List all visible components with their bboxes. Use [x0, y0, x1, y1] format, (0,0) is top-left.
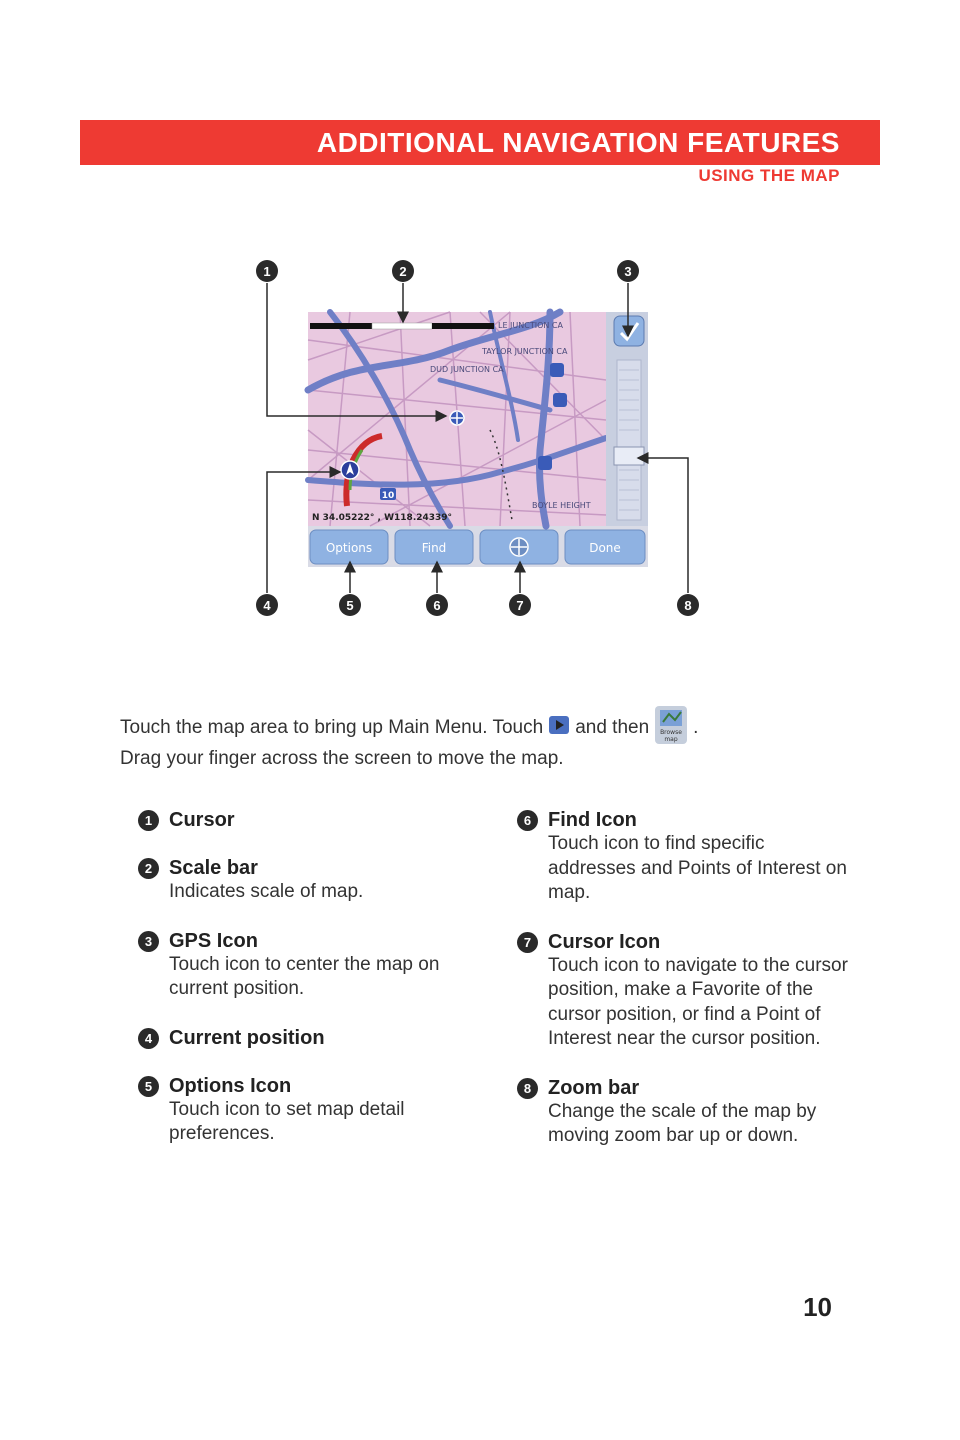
legend-number: 5: [138, 1076, 159, 1097]
scale-bar: [310, 323, 494, 329]
callout-2: [392, 260, 414, 282]
legend-number: 1: [138, 810, 159, 831]
intro-line-1: Touch the map area to bring up Main Menu. Touch and then Browse map .: [120, 706, 698, 750]
legend-title: Cursor Icon: [548, 930, 661, 953]
callout-3: [617, 260, 639, 282]
legend-item: [517, 808, 857, 906]
current-position-arrow-icon: [341, 461, 359, 479]
svg-text:Options: Options: [325, 541, 373, 555]
svg-text:4: 4: [263, 598, 271, 613]
callout-5: [339, 594, 361, 616]
legend-item: [517, 1076, 857, 1149]
page-title: ADDITIONAL NAVIGATION FEATURES: [316, 127, 840, 158]
legend-title: Scale bar: [169, 857, 258, 879]
map-label: DUD JUNCTION CA: [430, 365, 504, 374]
play-arrow-icon: [549, 716, 569, 740]
legend-description: Indicates scale of map.: [169, 881, 364, 902]
legend-title: Cursor: [169, 809, 235, 831]
legend-item: [138, 929, 478, 1002]
page-number: 10: [803, 1292, 832, 1322]
legend-title: Options Icon: [169, 1074, 292, 1097]
find-button[interactable]: [395, 530, 473, 564]
svg-text:1: 1: [263, 264, 271, 279]
freeway-label: 10: [381, 491, 395, 501]
legend-title: GPS Icon: [169, 929, 258, 952]
svg-text:6: 6: [433, 598, 441, 613]
legend-description: Touch icon to center the map on current position.: [169, 953, 440, 999]
header-bar: [80, 120, 880, 165]
legend-number: 4: [138, 1028, 159, 1049]
legend-number: 6: [517, 810, 538, 831]
callout-8: [677, 594, 699, 616]
svg-text:5: 5: [346, 598, 354, 613]
svg-text:Done: Done: [589, 541, 621, 555]
svg-text:Find: Find: [421, 541, 447, 555]
svg-text:2: 2: [399, 264, 407, 279]
map-label: TAYLOR JUNCTION CA: [482, 347, 568, 356]
browse-map-icon: [655, 706, 687, 750]
legend-description: Touch icon to find specific addresses and Points of Interest on map.: [548, 833, 847, 903]
map-label: LE JUNCTION CA: [498, 321, 563, 330]
legend-number: 8: [517, 1078, 538, 1099]
coordinates-readout: N 34.05222° , W118.24339°: [312, 513, 453, 523]
legend-item: [138, 1026, 478, 1050]
legend-item: [138, 808, 478, 832]
svg-text:Browse: Browse: [660, 729, 683, 736]
intro-line-2: Drag your finger across the screen to move the map.: [120, 748, 564, 769]
callout-6: [426, 594, 448, 616]
zoom-slider[interactable]: [614, 447, 644, 465]
legend-right: [517, 808, 857, 1173]
legend-number: 7: [517, 932, 538, 953]
legend-number: 2: [138, 858, 159, 879]
svg-text:3: 3: [624, 264, 632, 279]
legend-title: Find Icon: [548, 809, 637, 831]
svg-text:map: map: [664, 736, 678, 743]
legend-title: Current position: [169, 1026, 325, 1049]
map-diagram: [250, 250, 710, 620]
legend-description: Touch icon to navigate to the cursor position, make a Favorite of the cursor position, or find a Point of Interest near the cursor position.: [548, 954, 848, 1049]
legend-item: [138, 856, 478, 905]
zoom-bar[interactable]: [617, 360, 641, 520]
legend-item: [138, 1074, 478, 1147]
callout-7: [509, 594, 531, 616]
options-button[interactable]: [310, 530, 388, 564]
legend-description: Change the scale of the map by moving zoom bar up or down.: [548, 1100, 817, 1146]
legend-title: Zoom bar: [548, 1076, 640, 1099]
section-subtitle: USING THE MAP: [698, 166, 840, 185]
legend-description: Touch icon to set map detail preferences.: [169, 1098, 405, 1144]
callout-1: [256, 260, 278, 282]
gps-check-icon[interactable]: [614, 316, 644, 346]
legend-item: [517, 930, 857, 1052]
map-label: BOYLE HEIGHT: [532, 501, 591, 510]
cursor-button[interactable]: [480, 530, 558, 564]
legend-number: 3: [138, 931, 159, 952]
done-button[interactable]: [565, 530, 645, 564]
callout-4: [256, 594, 278, 616]
legend-left: [138, 808, 478, 1171]
svg-text:8: 8: [684, 598, 692, 613]
crosshair-cursor-icon: [450, 411, 464, 425]
svg-text:7: 7: [516, 598, 524, 613]
